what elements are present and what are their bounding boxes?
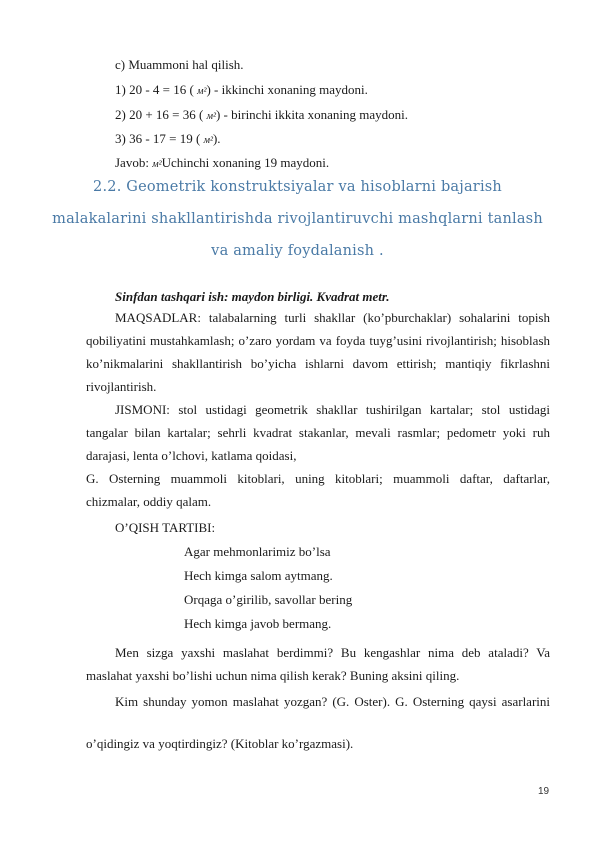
step-c-text: c) Muammoni hal qilish. [115, 57, 244, 72]
step-3-expr: 3) 36 - 17 = 19 ( [115, 131, 204, 146]
section-heading [40, 176, 555, 262]
poem-line-4: Hech kimga javob bermang. [184, 616, 332, 631]
step-2-desc: ) - birinchi ikkita xonaning maydoni. [215, 107, 409, 122]
answer-line [115, 155, 329, 173]
question-paragraph-end: o’qidingiz va yoqtirdingiz? (Kitoblar ko’rgazmasi). [86, 736, 354, 751]
step-3-desc: ). [212, 131, 221, 146]
step-1-expr: 1) 20 - 4 = 16 ( [115, 82, 198, 97]
poem-line-3: Orqaga o’girilib, savollar bering [184, 592, 353, 607]
step-2-expr: 2) 20 + 16 = 36 ( [115, 107, 207, 122]
section-heading-line1: 2.2. Geometrik konstruktsiyalar va hisoblarni bajarish [93, 179, 502, 195]
unit-m2: м² [197, 86, 207, 97]
advice-paragraph: Men sizga yaxshi maslahat berdimmi? Bu kengashlar nima deb ataladi? Va maslahat yaxshi bo’lishi uchun nima qilish kerak? Buning aksini qiling. [86, 645, 550, 683]
equipment-paragraph: JISMONI: stol ustidagi geometrik shakllar tushirilgan kartalar; stol ustidagi tangalar bilan kartalar; sehrli kvadrat stakanlar, mevali rasmlar; pedometr yoki ruh darajasi, lenta o’lchovi, katlama qoidasi, [86, 402, 550, 463]
unit-m2: м² [152, 159, 162, 170]
step-1-line [115, 82, 368, 100]
goals-paragraph: MAQSADLAR: talabalarning turli shakllar (ko’pburchaklar) sohalarini topish qobiliyatini mustahkamlash; o’zaro yordam va foyda tuyg’usini rivojlantirish; hisoblash ko’nikmalarini shakllantirish bo’yicha ishlarni davom ettirish; mantiqiy fikrlashni rivojlantirish. [86, 310, 550, 394]
answer-text: Uchinchi xonaning 19 maydoni. [161, 155, 330, 170]
step-1-desc: ) - ikkinchi xonaning maydoni. [206, 82, 368, 97]
step-c-line [115, 57, 244, 73]
unit-m2: м² [206, 111, 216, 122]
section-heading-line2: malakalarini shakllantirishda rivojlantiruvchi mashqlarni tanlash [52, 211, 543, 227]
unit-m2: м² [203, 135, 213, 146]
poem-line-2: Hech kimga salom aytmang. [184, 568, 333, 583]
page-number: 19 [538, 786, 550, 797]
oster-paragraph: G. Osterning muammoli kitoblari, uning kitoblari; muammoli daftar, daftarlar, chizmalar, oddiy qalam. [86, 471, 550, 509]
subtitle: Sinfdan tashqari ish: maydon birligi. Kvadrat metr. [115, 289, 390, 304]
section-heading-line3: va amaliy foydalanish . [211, 243, 384, 259]
step-2-line [115, 107, 408, 125]
question-paragraph: Kim shunday yomon maslahat yozgan? (G. Oster). G. Osterning qaysi asarlarini [115, 694, 550, 709]
poem-line-1: Agar mehmonlarimiz bo’lsa [184, 544, 331, 559]
step-3-line [115, 131, 221, 149]
answer-label: Javob: [115, 155, 153, 170]
reading-order-label: O’QISH TARTIBI: [115, 520, 216, 535]
